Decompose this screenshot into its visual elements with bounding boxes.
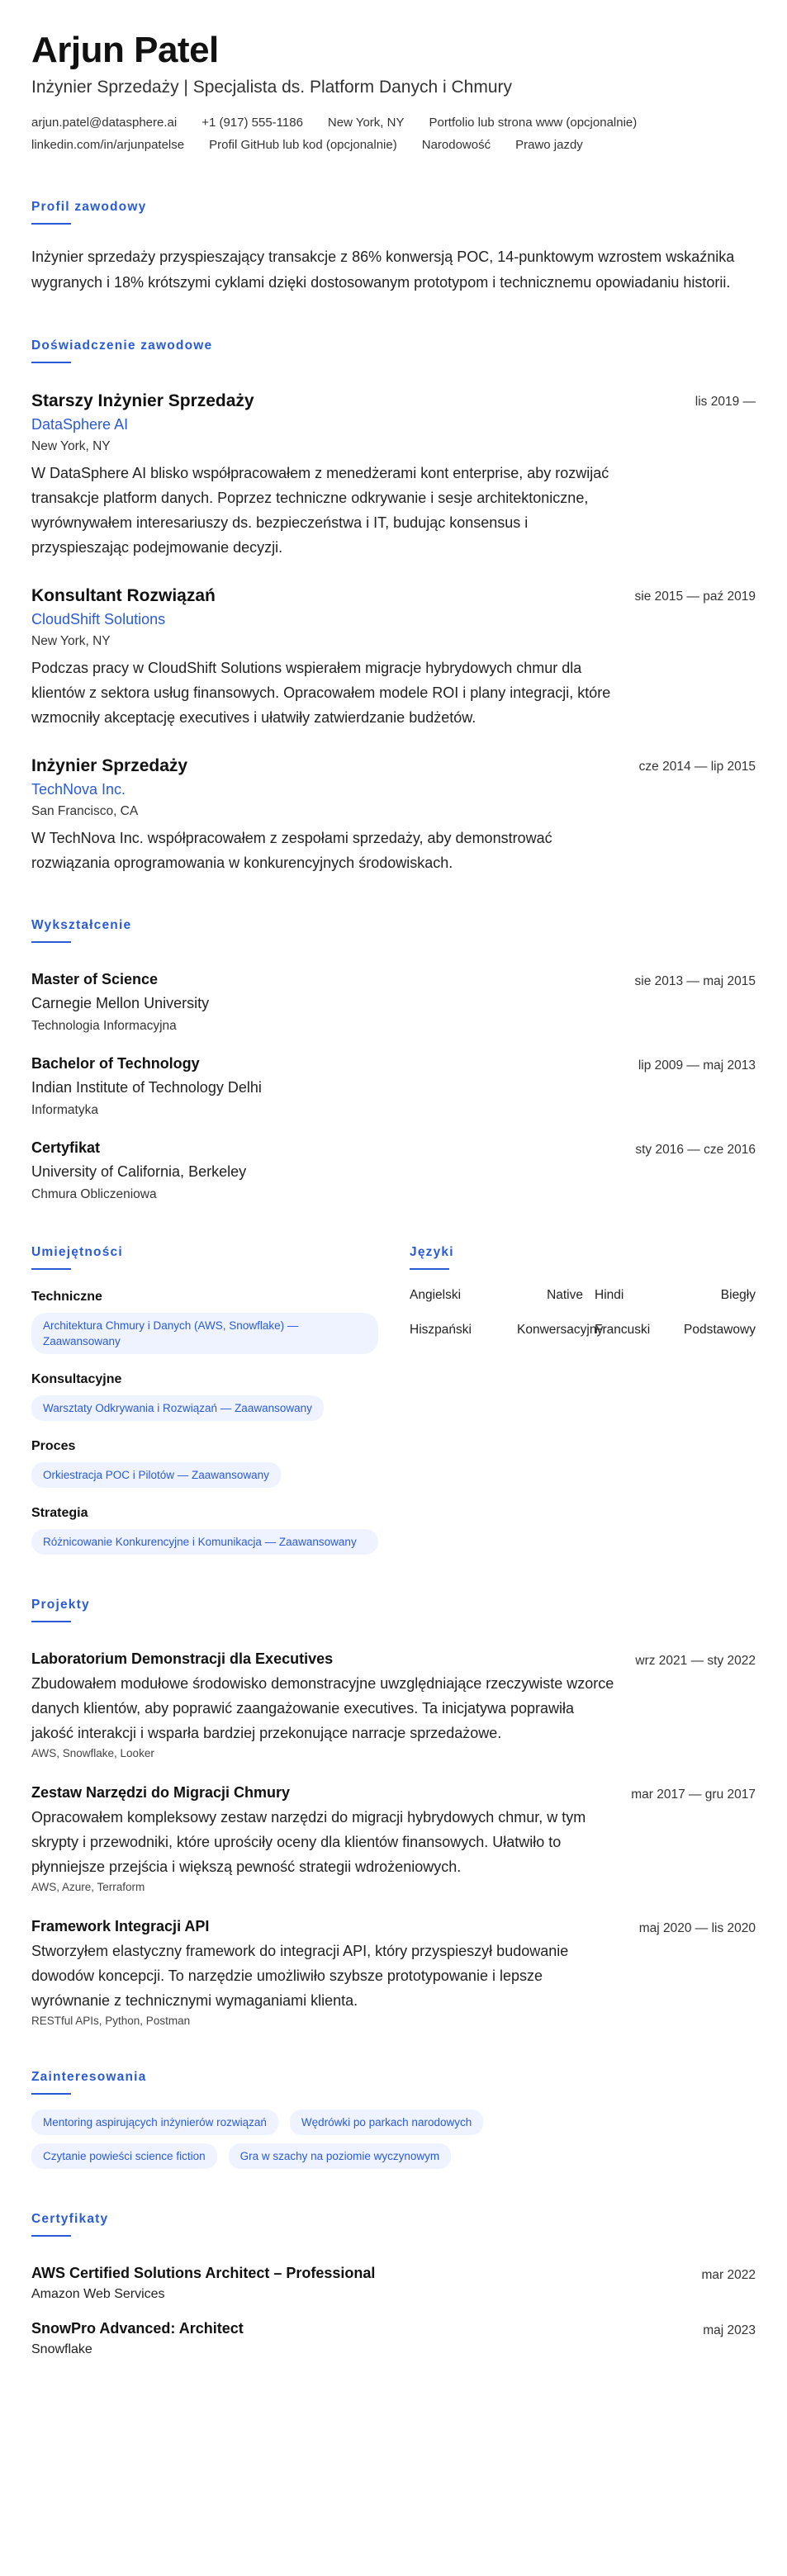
section-divider	[31, 2235, 71, 2237]
language-name: Francuski	[595, 1323, 651, 1337]
language-name: Angielski	[410, 1288, 462, 1302]
candidate-title: Inżynier Sprzedaży | Specjalista ds. Platform Danych i Chmury	[31, 78, 513, 97]
experience-item	[31, 391, 756, 560]
project-description: Stworzyłem elastyczny framework do integracji API, który przyspieszył budowanie dowodów koncepcji. To narzędzie umożliwiło szybsze prototypowanie i lepsze wyrównanie z technicznymi wymaganiami klienta.	[31, 1943, 569, 2009]
languages-grid	[410, 1288, 756, 1338]
certificate-date: maj 2023	[703, 2323, 756, 2337]
interest-chip: Mentoring aspirujących inżynierów rozwiązań	[31, 2110, 278, 2135]
skill-chip: Orkiestracja POC i Pilotów — Zaawansowany	[31, 1462, 281, 1488]
contact-list	[31, 116, 756, 152]
certificate-name: SnowPro Advanced: Architect	[31, 2320, 244, 2337]
job-date: sie 2015 — paź 2019	[634, 590, 756, 604]
section-divider	[31, 362, 71, 363]
job-description: W TechNova Inc. współpracowałem z zespołami sprzedaży, aby demonstrować rozwiązania oprogramowania w konkurencyjnych środowiskach.	[31, 830, 552, 871]
education-degree: Certyfikat	[31, 1139, 101, 1156]
contact-location: New York, NY	[327, 116, 405, 130]
skill-category: Techniczne	[31, 1290, 102, 1304]
section-title-summary: Profil zawodowy	[31, 200, 147, 214]
language-name: Hiszpański	[410, 1323, 472, 1337]
projects-section	[31, 1598, 756, 2027]
education-date: lip 2009 — maj 2013	[638, 1058, 756, 1073]
experience-section	[31, 339, 756, 875]
certificate-issuer: Snowflake	[31, 2342, 92, 2356]
skill-group	[31, 1290, 378, 1354]
section-title-languages: Języki	[410, 1245, 454, 1259]
experience-item	[31, 586, 756, 730]
project-description: Zbudowałem modułowe środowisko demonstracyjne uwzględniające rzeczywiste wzorce danych klientów, aby poprawić zaangażowanie executives. Ta inicjatywa poprawiła jakość interakcji i wsparła bardziej przekonujące narracje sprzedażowe.	[31, 1675, 614, 1741]
language-level: Konwersacyjny	[517, 1323, 604, 1337]
certificate-issuer: Amazon Web Services	[31, 2287, 165, 2301]
section-divider	[31, 2093, 71, 2095]
skills-column	[31, 1245, 378, 1555]
project-tech: AWS, Azure, Terraform	[31, 1881, 145, 1893]
section-title-certificates: Certyfikaty	[31, 2212, 109, 2226]
skills-languages-section	[31, 1245, 756, 1555]
job-description: W DataSphere AI blisko współpracowałem z menedżerami kont enterprise, aby rozwijać transakcje platform danych. Poprzez techniczne odkrywanie i sesje architektoniczne, wyrównywałem interesariuszy ds. bezpieczeństwa i IT, budując konsensus i przyspieszając podejmowanie decyzji.	[31, 465, 609, 556]
education-item	[31, 1055, 756, 1118]
skill-group	[31, 1506, 378, 1555]
section-title-projects: Projekty	[31, 1598, 90, 1612]
section-title-interests: Zainteresowania	[31, 2070, 147, 2084]
job-description: Podczas pracy w CloudShift Solutions wspierałem migracje hybrydowych chmur dla klientów z sektora usług finansowych. Opracowałem modele ROI i plany integracji, które wzmocniły akceptację executives i ułatwiły zatwierdzanie budżetów.	[31, 660, 611, 726]
job-company: CloudShift Solutions	[31, 611, 166, 627]
skill-chip: Różnicowanie Konkurencyjne i Komunikacja — Zaawansowany	[31, 1529, 378, 1555]
section-divider	[31, 1621, 71, 1622]
certificate-date: mar 2022	[701, 2268, 756, 2282]
project-title: Laboratorium Demonstracji dla Executives	[31, 1650, 334, 1667]
skill-category: Proces	[31, 1439, 76, 1453]
education-section	[31, 918, 756, 1202]
project-tech: RESTful APIs, Python, Postman	[31, 2015, 191, 2027]
project-date: wrz 2021 — sty 2022	[635, 1654, 756, 1668]
job-location: New York, NY	[31, 634, 111, 648]
education-school: Indian Institute of Technology Delhi	[31, 1079, 262, 1096]
education-field: Chmura Obliczeniowa	[31, 1187, 157, 1201]
job-date: cze 2014 — lip 2015	[638, 760, 756, 774]
job-title: Konsultant Rozwiązań	[31, 586, 216, 605]
section-title-skills: Umiejętności	[31, 1245, 123, 1259]
education-field: Informatyka	[31, 1103, 98, 1117]
education-degree: Bachelor of Technology	[31, 1055, 200, 1072]
skill-chip: Warsztaty Odkrywania i Rozwiązań — Zaawansowany	[31, 1395, 324, 1421]
project-date: maj 2020 — lis 2020	[638, 1921, 756, 1935]
language-level: Podstawowy	[683, 1323, 756, 1337]
contact-phone: +1 (917) 555-1186	[201, 116, 303, 130]
project-title: Zestaw Narzędzi do Migracji Chmury	[31, 1784, 291, 1801]
contact-driving-license: Prawo jazdy	[515, 138, 583, 152]
interest-chip: Czytanie powieści science fiction	[31, 2143, 217, 2169]
contact-github: Profil GitHub lub kod (opcjonalnie)	[209, 138, 397, 152]
resume-header	[31, 30, 756, 152]
job-company: TechNova Inc.	[31, 781, 126, 798]
job-location: San Francisco, CA	[31, 804, 139, 818]
project-item	[31, 1918, 756, 2027]
job-company: DataSphere AI	[31, 416, 129, 433]
skill-category: Strategia	[31, 1506, 88, 1520]
education-field: Technologia Informacyjna	[31, 1019, 177, 1033]
skill-chip: Architektura Chmury i Danych (AWS, Snowflake) — Zaawansowany	[31, 1313, 378, 1354]
skill-group	[31, 1439, 378, 1488]
experience-item	[31, 756, 756, 875]
section-divider	[410, 1268, 449, 1270]
summary-text: Inżynier sprzedaży przyspieszający transakcje z 86% konwersją POC, 14-punktowym wzrostem wskaźnika wygranych i 18% krótszymi cyklami dzięki dostosowanym prototypom i technicznemu opowiadaniu historii.	[31, 249, 735, 291]
language-level: Biegły	[720, 1288, 756, 1302]
languages-column	[410, 1245, 756, 1555]
skill-category: Konsultacyjne	[31, 1372, 122, 1386]
summary-section	[31, 200, 756, 296]
project-date: mar 2017 — gru 2017	[631, 1788, 756, 1802]
education-date: sie 2013 — maj 2015	[634, 974, 756, 988]
contact-linkedin: linkedin.com/in/arjunpatelse	[31, 138, 185, 152]
project-item	[31, 1650, 756, 1759]
interest-chip: Wędrówki po parkach narodowych	[290, 2110, 483, 2135]
interests-section	[31, 2070, 756, 2169]
education-item	[31, 1139, 756, 1202]
contact-nationality: Narodowość	[421, 138, 491, 152]
language-level: Native	[547, 1288, 583, 1302]
education-school: Carnegie Mellon University	[31, 995, 210, 1011]
section-divider	[31, 941, 71, 943]
candidate-name: Arjun Patel	[31, 30, 219, 70]
skill-group	[31, 1372, 378, 1421]
interests-list	[31, 2110, 560, 2169]
certificate-item	[31, 2320, 756, 2357]
certificate-item	[31, 2265, 756, 2302]
project-description: Opracowałem kompleksowy zestaw narzędzi do migracji hybrydowych chmur, w tym skrypty i przewodniki, które uprościły oceny dla klientów finansowych. Ułatwiło to płynniejsze przejścia i większą pewność strategii wdrożeniowych.	[31, 1809, 586, 1875]
certificates-section	[31, 2212, 756, 2357]
job-date: lis 2019 —	[695, 395, 756, 409]
project-item	[31, 1784, 756, 1893]
language-name: Hindi	[595, 1288, 624, 1302]
certificate-name: AWS Certified Solutions Architect – Professional	[31, 2265, 376, 2281]
project-title: Framework Integracji API	[31, 1918, 210, 1934]
section-title-education: Wykształcenie	[31, 918, 132, 932]
project-tech: AWS, Snowflake, Looker	[31, 1747, 154, 1759]
contact-email: arjun.patel@datasphere.ai	[31, 116, 178, 130]
education-degree: Master of Science	[31, 971, 159, 987]
job-title: Starszy Inżynier Sprzedaży	[31, 391, 254, 410]
section-divider	[31, 1268, 71, 1270]
job-location: New York, NY	[31, 439, 111, 453]
education-school: University of California, Berkeley	[31, 1163, 247, 1180]
education-date: sty 2016 — cze 2016	[635, 1143, 756, 1157]
contact-portfolio: Portfolio lub strona www (opcjonalnie)	[429, 116, 638, 130]
job-title: Inżynier Sprzedaży	[31, 756, 188, 775]
education-item	[31, 971, 756, 1034]
section-title-experience: Doświadczenie zawodowe	[31, 339, 213, 353]
interest-chip: Gra w szachy na poziomie wyczynowym	[229, 2143, 452, 2169]
section-divider	[31, 223, 71, 225]
